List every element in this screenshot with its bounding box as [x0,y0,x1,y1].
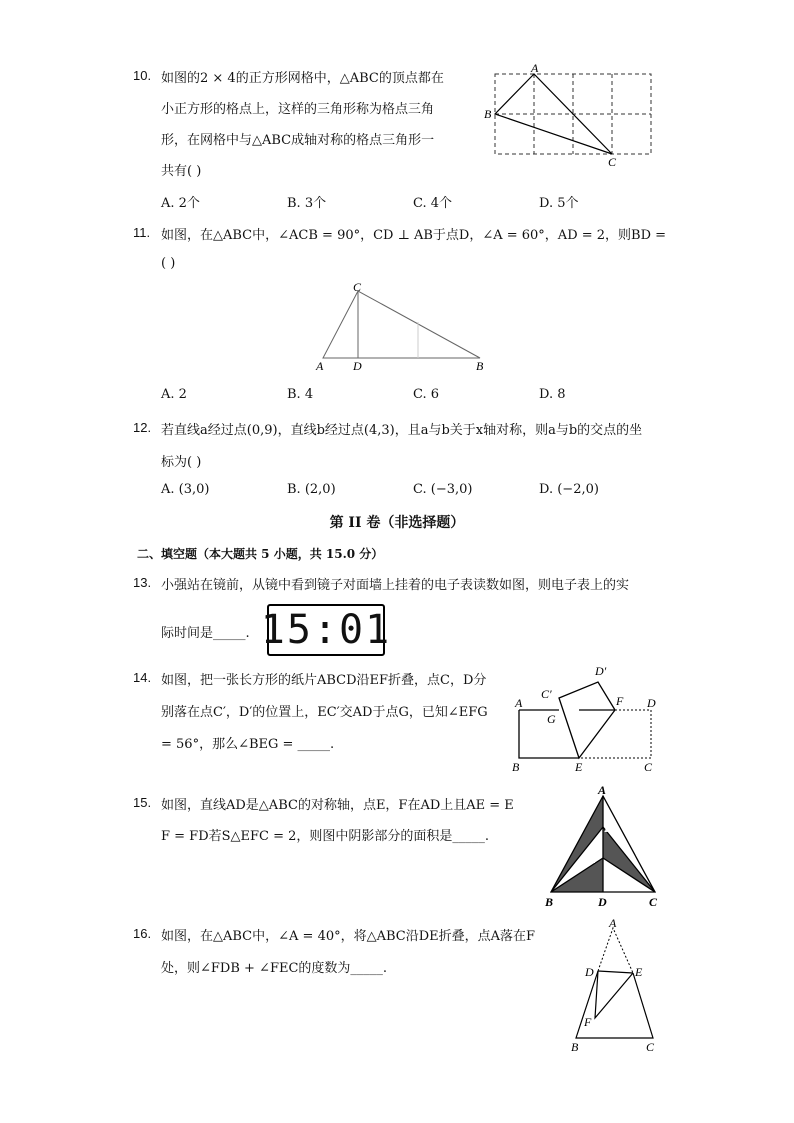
question-number: 11. [133,225,151,240]
question-text-line: 小强站在镜前，从镜中看到镜子对面墙上挂着的电子表读数如图，则电子表上的实 [161,578,630,593]
option-d: D. 8 [539,387,566,402]
question-text-line: 际时间是_____. [161,626,250,641]
option-a: A. 2 [161,387,187,402]
option-b: B. 4 [287,387,314,402]
label-d-prime: D′ [595,664,607,678]
question-text-line: 如图的2 × 4的正方形网格中，△ABC的顶点都在 [161,71,444,86]
question-text-line: 如图，直线AD是△ABC的对称轴，点E，F在AD上且AE = E [161,798,514,813]
label-c: C [646,1040,655,1054]
digital-clock [260,604,392,656]
question-number: 13. [133,575,152,590]
question-text-line: 共有( ) [161,164,202,179]
label-d: D [647,696,656,710]
option-c: C. 4个 [413,196,453,211]
question-text-line: 若直线a经过点(0,9)，直线b经过点(4,3)，且a与b关于x轴对称，则a与b的交点的坐 [161,423,643,438]
folded-triangle-figure [566,918,666,1058]
option-b: B. 3个 [287,196,327,211]
label-c: C [608,155,617,169]
label-f: F [584,1015,592,1029]
folded-rectanglefigure [508,658,668,776]
option-d: D. 5个 [539,196,579,211]
label-g: G [547,712,556,726]
option-c: C. (−3,0) [413,482,473,497]
label-e: E [575,760,583,774]
option-b: B. (2,0) [287,482,336,497]
option-c: C. 6 [413,387,440,402]
option-d: D. (−2,0) [539,482,599,497]
label-b: B [476,359,484,373]
label-d: D [585,965,594,979]
section-heading: 二、填空题（本大题共 5 小题，共 15.0 分） [137,547,384,561]
question-text-line: 别落在点C′，D′的位置上，EC′交AD于点G，已知∠EFG [161,705,488,720]
option-a: A. (3,0) [161,482,210,497]
label-c: C [353,280,362,294]
label-a: A [598,783,607,797]
label-d: D [598,895,607,909]
label-b: B [571,1040,579,1054]
question-number: 16. [133,926,152,941]
question-number: 10. [133,68,152,83]
question-text-line: 标为( ) [161,455,202,470]
question-text-line: 处，则∠FDB + ∠FEC的度数为_____. [161,961,388,976]
label-f: F [616,694,624,708]
question-number: 15. [133,795,152,810]
label-b: B [484,107,492,121]
question-text-line: F = FD若S△EFC = 2，则图中阴影部分的面积是_____. [161,829,490,844]
option-a: A. 2个 [161,196,200,211]
shaded-triangle-figure [542,784,667,912]
label-b: B [545,895,554,909]
grid-triangle-figure [480,62,660,172]
question-text-line: 如图，把一张长方形的纸片ABCD沿EF折叠，点C，D分 [161,673,487,688]
label-c: C [649,895,658,909]
question-text-line: 如图，在△ABC中，∠ACB = 90°，CD ⊥ AB于点D，∠A = 60°，AD = 2，则BD = [161,228,667,243]
label-c: C [644,760,653,774]
question-text-line: 形，在网格中与△ABC成轴对称的格点三角形一 [161,133,435,148]
label-a: A [531,61,539,75]
label-b: B [512,760,520,774]
question-text-line: 如图，在△ABC中，∠A = 40°，将△ABC沿DE折叠，点A落在F [161,929,536,944]
question-text-line: 小正方形的格点上，这样的三角形称为格点三角 [161,102,435,117]
label-a: A [609,916,617,930]
clock-display: 15:01 [260,607,392,653]
label-f: F [591,852,600,866]
question-text-line: ( ) [161,256,176,271]
label-d: D [353,359,362,373]
part-title: 第 II 卷（非选择题） [329,515,465,531]
label-a: A [316,359,324,373]
label-e: E [635,965,643,979]
question-text-line: = 56°，那么∠BEG = _____. [161,737,335,752]
label-e: E [604,821,613,835]
right-triangle-figure [310,282,500,377]
question-number: 14. [133,670,152,685]
label-a: A [515,696,523,710]
question-number: 12. [133,420,152,435]
label-c-prime: C′ [541,687,552,701]
